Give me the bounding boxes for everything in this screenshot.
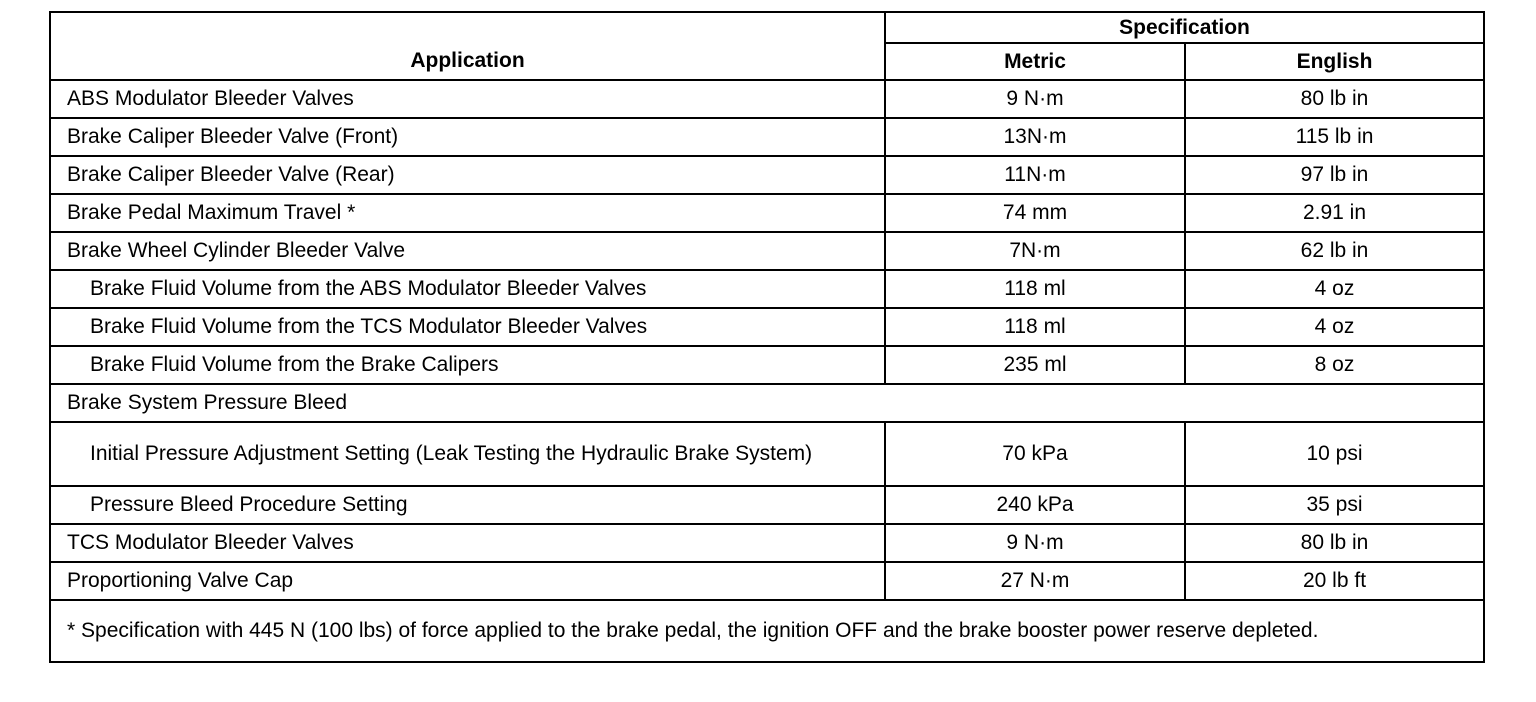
english-cell: 4 oz bbox=[1185, 270, 1484, 308]
metric-cell: 235 ml bbox=[885, 346, 1185, 384]
footnote: * Specification with 445 N (100 lbs) of force applied to the brake pedal, the ignition OFF and the brake booster power reserve depleted. bbox=[50, 600, 1484, 662]
application-cell: Pressure Bleed Procedure Setting bbox=[50, 486, 885, 524]
english-cell: 62 lb in bbox=[1185, 232, 1484, 270]
table-row bbox=[50, 80, 1484, 118]
english-header: English bbox=[1185, 43, 1484, 80]
metric-cell: 70 kPa bbox=[885, 422, 1185, 486]
table-row bbox=[50, 270, 1484, 308]
english-cell: 115 lb in bbox=[1185, 118, 1484, 156]
table-row bbox=[50, 524, 1484, 562]
metric-cell: 9 N·m bbox=[885, 524, 1185, 562]
english-cell: 80 lb in bbox=[1185, 524, 1484, 562]
table-row bbox=[50, 346, 1484, 384]
english-cell: 8 oz bbox=[1185, 346, 1484, 384]
metric-cell: 13N·m bbox=[885, 118, 1185, 156]
section-row bbox=[50, 384, 1484, 422]
metric-cell: 240 kPa bbox=[885, 486, 1185, 524]
section-heading: Brake System Pressure Bleed bbox=[50, 384, 1484, 422]
english-cell: 20 lb ft bbox=[1185, 562, 1484, 600]
english-cell: 97 lb in bbox=[1185, 156, 1484, 194]
application-cell: Brake Fluid Volume from the Brake Calipers bbox=[50, 346, 885, 384]
table-row bbox=[50, 308, 1484, 346]
footnote-row bbox=[50, 600, 1484, 662]
application-cell: Brake Caliper Bleeder Valve (Front) bbox=[50, 118, 885, 156]
metric-cell: 27 N·m bbox=[885, 562, 1185, 600]
application-cell: ABS Modulator Bleeder Valves bbox=[50, 80, 885, 118]
application-cell: Brake Caliper Bleeder Valve (Rear) bbox=[50, 156, 885, 194]
specification-table bbox=[49, 11, 1485, 663]
english-cell: 2.91 in bbox=[1185, 194, 1484, 232]
metric-cell: 74 mm bbox=[885, 194, 1185, 232]
table-row bbox=[50, 486, 1484, 524]
metric-cell: 118 ml bbox=[885, 308, 1185, 346]
table-row bbox=[50, 118, 1484, 156]
english-cell: 80 lb in bbox=[1185, 80, 1484, 118]
metric-cell: 118 ml bbox=[885, 270, 1185, 308]
metric-cell: 9 N·m bbox=[885, 80, 1185, 118]
metric-cell: 7N·m bbox=[885, 232, 1185, 270]
application-cell: Brake Pedal Maximum Travel * bbox=[50, 194, 885, 232]
application-cell: Initial Pressure Adjustment Setting (Leak Testing the Hydraulic Brake System) bbox=[50, 422, 885, 486]
table-row bbox=[50, 194, 1484, 232]
english-cell: 4 oz bbox=[1185, 308, 1484, 346]
table-row bbox=[50, 156, 1484, 194]
table-row bbox=[50, 232, 1484, 270]
application-cell: Brake Fluid Volume from the TCS Modulator Bleeder Valves bbox=[50, 308, 885, 346]
english-cell: 35 psi bbox=[1185, 486, 1484, 524]
metric-header: Metric bbox=[885, 43, 1185, 80]
table-row bbox=[50, 422, 1484, 486]
table-row bbox=[50, 562, 1484, 600]
english-cell: 10 psi bbox=[1185, 422, 1484, 486]
metric-cell: 11N·m bbox=[885, 156, 1185, 194]
application-header: Application bbox=[50, 12, 885, 80]
application-cell: Proportioning Valve Cap bbox=[50, 562, 885, 600]
application-cell: TCS Modulator Bleeder Valves bbox=[50, 524, 885, 562]
application-cell: Brake Fluid Volume from the ABS Modulator Bleeder Valves bbox=[50, 270, 885, 308]
application-cell: Brake Wheel Cylinder Bleeder Valve bbox=[50, 232, 885, 270]
specification-header: Specification bbox=[885, 12, 1484, 43]
